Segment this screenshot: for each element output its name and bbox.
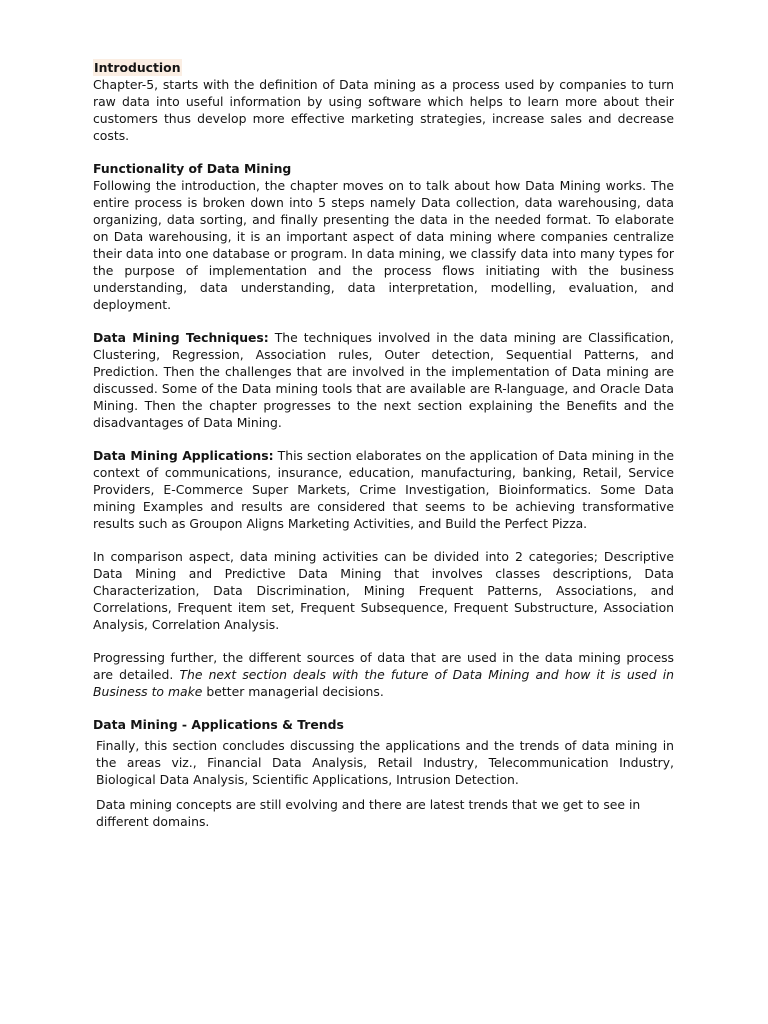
techniques-body: The techniques involved in the data mining are Classification, Clustering, Regression, Association rules, Outer detection, Sequential Patterns, and Prediction. Then the challenges that are involved in the implementation of Data mining are discussed. Some of the Data mining tools that are available are R-language, and Oracle Data Mining. Then the chapter progresses to the next section explaining the Benefits and the disadvantages of Data Mining. [93,330,674,430]
applications-lead: Data Mining Applications: [93,448,274,463]
introduction-paragraph: Chapter-5, starts with the definition of Data mining as a process used by companies to turn raw data into useful information by using software which helps to learn more about their customers thus develop more effective marketing strategies, increase sales and decrease costs. [93,77,674,143]
trends-paragraph-1: Finally, this section concludes discussing the applications and the trends of data mining in the areas viz., Financial Data Analysis, Retail Industry, Telecommunication Industry, Biological Data Analysis, Scientific Applications, Intrusion Detection. [96,738,674,787]
techniques-paragraph [93,329,674,431]
progressing-text-end: better managerial decisions. [202,684,384,699]
progressing-text-italic: The next section deals with the future of Data Mining and how it is used in Business to make [93,667,675,699]
trends-heading: Data Mining - Applications & Trends [93,717,344,732]
functionality-heading: Functionality of Data Mining [93,161,292,176]
progressing-paragraph [93,649,674,700]
section-comparison [93,548,674,633]
section-techniques [93,329,674,431]
section-progressing [93,649,674,700]
document-page [93,59,674,846]
introduction-heading [93,59,674,76]
trends-paragraph-2: Data mining concepts are still evolving and there are latest trends that we get to see in different domains. [96,797,641,829]
section-functionality [93,160,674,313]
applications-body: This section elaborates on the application of Data mining in the context of communications, insurance, education, manufacturing, banking, Retail, Service Providers, E-Commerce Super Markets, Crime Investigation, Bioinformatics. Some Data mining Examples and results are considered that seems to be achieving transformative results such as Groupon Aligns Marketing Activities, and Build the Perfect Pizza. [93,448,674,531]
applications-paragraph [93,447,674,532]
section-trends [93,716,674,830]
comparison-paragraph: In comparison aspect, data mining activities can be divided into 2 categories; Descriptive Data Mining and Predictive Data Mining that involves classes descriptions, Data Characterization, Data Discrimination, Mining Frequent Patterns, Associations, and Correlations, Frequent item set, Frequent Subsequence, Frequent Substructure, Association Analysis, Correlation Analysis. [93,549,674,632]
functionality-paragraph: Following the introduction, the chapter moves on to talk about how Data Mining works. The entire process is broken down into 5 steps namely Data collection, data warehousing, data organizing, data sorting, and finally presenting the data in the needed format. To elaborate on Data warehousing, it is an important aspect of data mining where companies centralize their data into one database or program. In data mining, we classify data into many types for the purpose of implementation and the process flows initiating with the business understanding, data understanding, data interpretation, modelling, evaluation, and deployment. [93,178,674,312]
section-introduction [93,59,674,144]
progressing-text-start: Progressing further, the different sources of data that are used in the data mining process are detailed. [93,650,674,682]
section-applications [93,447,674,532]
introduction-heading-text: Introduction [94,60,181,75]
techniques-lead: Data Mining Techniques: [93,330,269,345]
trends-body [93,737,674,830]
